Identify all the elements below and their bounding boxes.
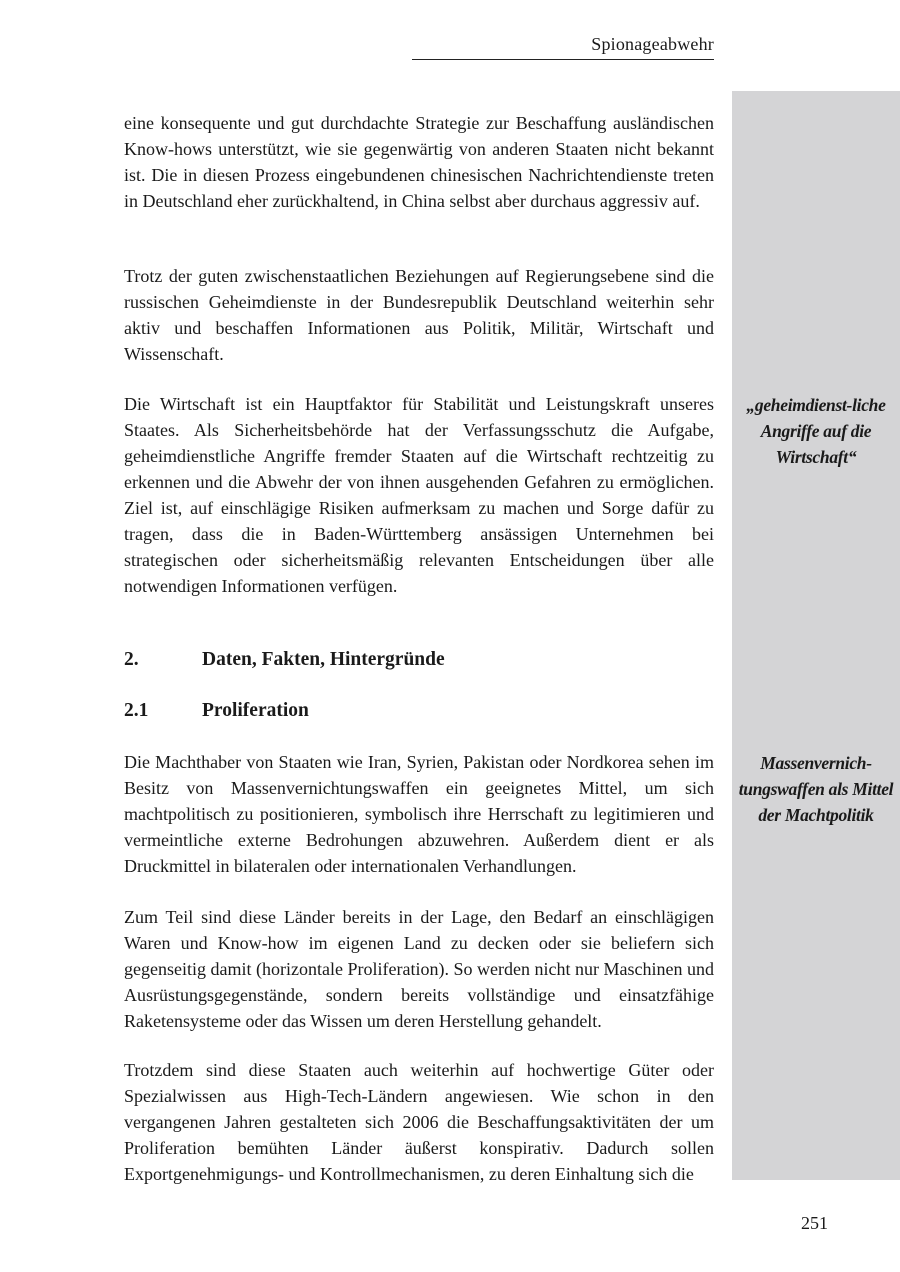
header-rule [412,59,714,60]
paragraph: Die Wirtschaft ist ein Hauptfaktor für Stabilität und Leistungskraft unseres Staates. Als Sicherheitsbehörde hat der Verfassungsschutz die Aufgabe, geheimdienstliche Angriffe fremder Staaten auf die Wirtschaft rechtzeitig zu erkennen und die Abwehr der von ihnen ausgehenden Gefahren zu ermöglichen. Ziel ist, auf einschlägige Risiken aufmerksam zu machen und Sorge dafür zu tragen, dass die in Baden-Württemberg ansässigen Unternehmen bei strategischen oder sicherheitsmäßig relevanten Entscheidungen über alle notwendigen Informationen verfügen. [124,394,714,596]
margin-sidebar [732,91,900,1180]
section-heading [124,647,445,673]
running-head-title: Spionageabwehr [591,34,714,54]
section-number: 2. [124,649,139,670]
subsection-title: Proliferation [202,700,309,721]
paragraph: Trotz der guten zwischenstaatlichen Beziehungen auf Regierungsebene sind die russischen Geheimdienste in der Bundesrepublik Deutschland weiterhin sehr aktiv und beschaffen Informationen aus Politik, Militär, Wirtschaft und Wissenschaft. [124,266,714,364]
paragraph: Die Machthaber von Staaten wie Iran, Syrien, Pakistan oder Nordkorea sehen im Besitz von Massenvernichtungswaffen ein geeignetes Mittel, um sich machtpolitisch zu positionieren, symbolisch ihre Herrschaft zu legitimieren und vermeintliche externe Bedrohungen abzuwehren. Außerdem dient er als Druckmittel in bilateralen oder internationalen Verhandlungen. [124,752,714,876]
margin-note-economy-attacks: „geheimdienst-liche Angriffe auf die Wirtschaft“ [746,395,886,467]
paragraph: Trotzdem sind diese Staaten auch weiterhin auf hochwertige Güter oder Spezialwissen aus High-Tech-Ländern angewiesen. Wie schon in den vergangenen Jahren gestalteten sich 2006 die Beschaffungsaktivitäten der um Proliferation bemühten Länder äußerst konspirativ. Dadurch sollen Exportgenehmigungs- und Kontrollmechanismen, zu deren Einhaltung sich die [124,1060,714,1184]
margin-note-wmd-power-politics: Massenvernich-tungswaffen als Mittel der Machtpolitik [738,753,894,825]
section-title: Daten, Fakten, Hintergründe [202,649,445,670]
subsection-heading [124,698,309,724]
paragraph: Zum Teil sind diese Länder bereits in der Lage, den Bedarf an einschlägigen Waren und Know-how im eigenen Land zu decken oder sie beliefern sich gegenseitig damit (horizontale Proliferation). So werden nicht nur Maschinen und Ausrüstungsgegenstände, sondern bereits vollständige und einsatzfähige Raketensysteme oder das Wissen um deren Herstellung gehandelt. [124,907,714,1031]
page-number: 251 [801,1213,828,1233]
paragraph: eine konsequente und gut durchdachte Strategie zur Beschaffung ausländischen Know-hows unterstützt, wie sie gegenwärtig von anderen Staaten nicht bekannt ist. Die in diesen Prozess eingebundenen chinesischen Nachrichtendienste treten in Deutschland eher zurückhaltend, in China selbst aber durchaus aggressiv auf. [124,113,714,211]
subsection-number: 2.1 [124,700,149,721]
